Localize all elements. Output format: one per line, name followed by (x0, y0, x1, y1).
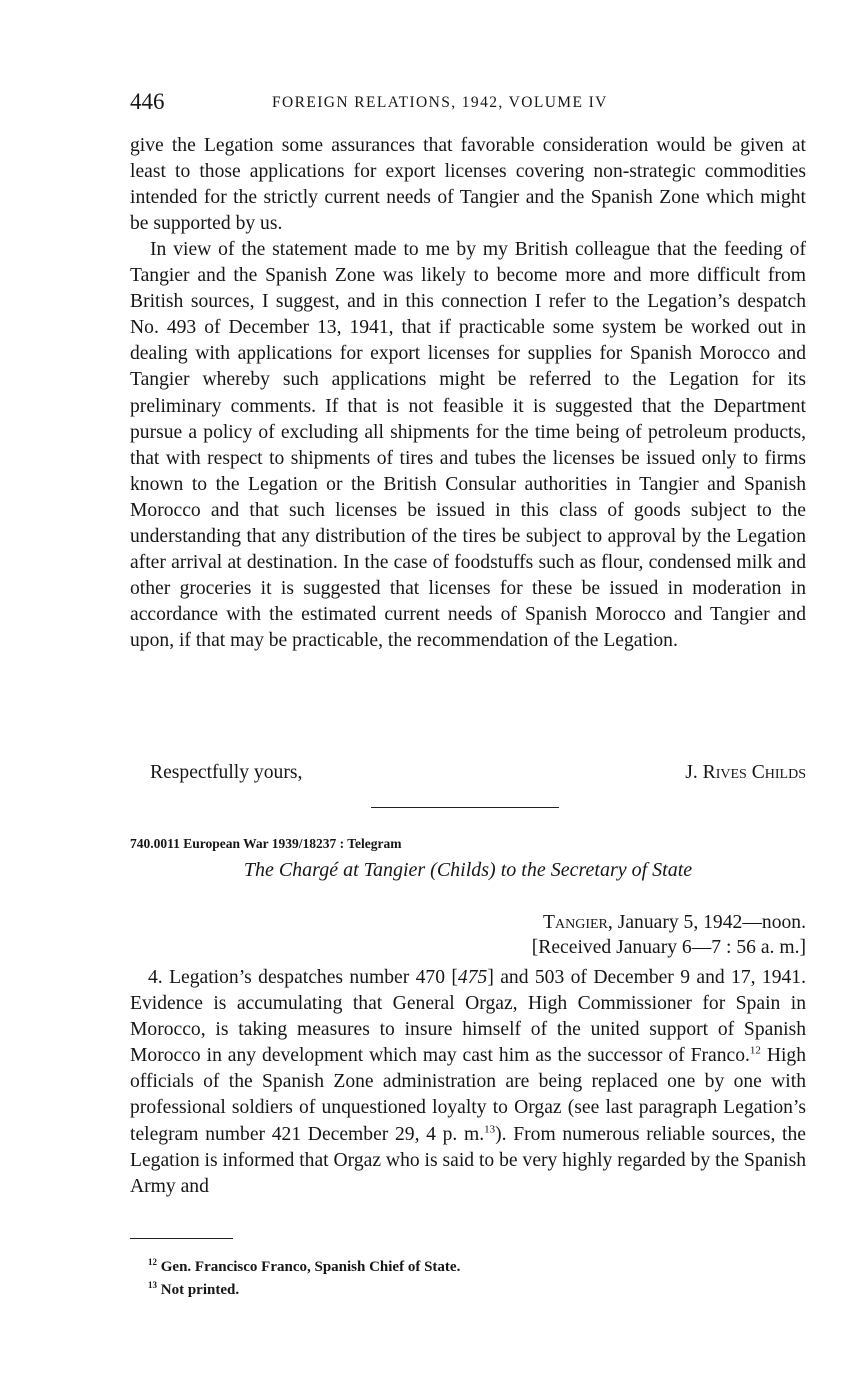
signature (685, 760, 806, 786)
document-title: The Chargé at Tangier (Childs) to the Secretary of State (243, 859, 693, 881)
paragraph-continuation: give the Legation some assurances that favorable consideration would be given at least to those applications for export licenses covering non-strategic commodities intended for the strictly current needs of Tangier and the Spanish Zone which might be supported by us. (130, 135, 806, 235)
running-head: FOREIGN RELATIONS, 1942, VOLUME IV (272, 94, 608, 111)
salutation: Respectfully yours, (150, 762, 303, 783)
dateline-date: January 5, 1942—noon. (617, 912, 806, 933)
paragraph-suggestion: In view of the statement made to me by my British colleague that the feeding of Tangier and the Spanish Zone was likely to become more and more difficult from British sources, I suggest, and in this connection I refer to the Legation’s despatch No. 493 of December 13, 1941, that if practicable some system be worked out in dealing with applications for export licenses for supplies for Spanish Morocco and Tangier whereby such applications might be referred to the Legation for its preliminary comments. If that is not feasible it is suggested that the Department pursue a policy of excluding all shipments for the time being of petroleum products, that with respect to shipments of tires and tubes the licenses be issued only to firms known to the Legation or the British Consular authorities in Tangier and Spanish Morocco and that such licenses be issued in this class of goods subject to the understanding that any distribution of the tires be subject to approval by the Legation after arrival at destination. In the case of foodstuffs such as flour, condensed milk and other groceries it is suggested that licenses for these be issued in moderation in accordance with the estimated current needs of Spanish Morocco and Tangier and upon, if that may be practicable, the recommendation of the Legation. (130, 239, 806, 652)
body-text-part: ). From numerous reliable sources, the Legation is informed that Orgaz who is said to be very highly regarded by the Spanish Army and (130, 1123, 807, 1197)
page-header (130, 89, 806, 119)
footnote-text: Gen. Francisco Franco, Spanish Chief of State. (160, 1259, 461, 1275)
body-text-part: High officials of the Spanish Zone administration are being replaced one by one with professional soldiers of unquestioned loyalty to Orgaz (see last paragraph Legation’s telegram number 421 December 29, 4 p. m. (130, 1045, 807, 1145)
telegram-body (130, 965, 806, 1200)
dateline (440, 910, 806, 935)
footnote-ref-12: 12 (749, 1044, 761, 1057)
footnote-mark: 12 (148, 1257, 157, 1267)
footnotes (148, 1253, 460, 1299)
letter-closing (150, 760, 806, 786)
page-number: 446 (130, 89, 165, 114)
footnote-12 (148, 1253, 460, 1276)
signature-name: Rives Childs (702, 762, 806, 783)
body-text-part: 4. Legation’s despatches number 470 [ (148, 967, 458, 988)
received-line: [Received January 6—7 : 56 a. m.] (531, 937, 806, 958)
footnote-text: Not printed. (160, 1282, 240, 1298)
footnote-mark: 13 (148, 1280, 157, 1290)
bracket-correction: 475 (457, 967, 488, 988)
signature-initial: J. (685, 762, 698, 783)
footnote-ref-13: 13 (484, 1123, 496, 1136)
body-text-part: ] and 503 of December 9 and 17, 1941. Evidence is accumulating that General Orgaz, High Commissioner for Spain in Morocco, is taking measures to insure himself of the united support of Spanish Morocco in any development which may cast him as the successor of Franco. (130, 967, 806, 1067)
footnote-13 (148, 1276, 460, 1299)
dateline-place: Tangier, (543, 912, 613, 933)
footnote-divider (130, 1238, 233, 1239)
file-number: 740.0011 European War 1939/18237 : Telegram (130, 836, 402, 851)
section-divider (371, 807, 559, 808)
